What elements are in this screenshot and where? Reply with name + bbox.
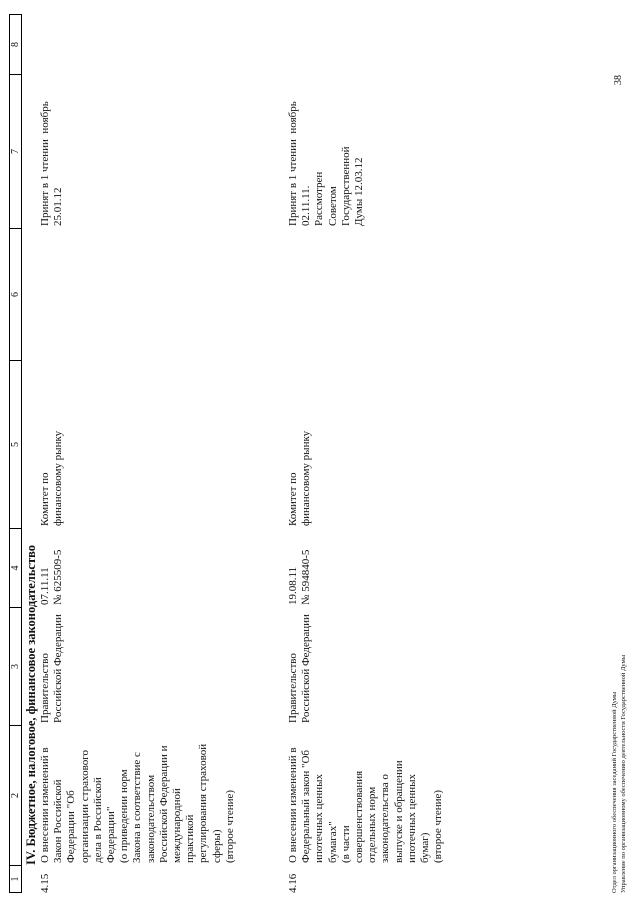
row-number: 4.16 (287, 873, 299, 893)
bill-title: О внесении изменений в Закон Российской Федерации "Об организации страхового дела в Российской Федерации" (о приведении норм Закона в соответствие с законодательством Российской Федерации и международной практикой регулирования страховой сферы) (второе чтение) (39, 743, 236, 863)
section-title: IV. Бюджетное, налоговое, финансовое законодательство (24, 544, 38, 865)
bill-initiator: Правительство Российской Федерации (39, 614, 65, 723)
column-number-3: 3 (9, 607, 22, 725)
column-number-8: 8 (9, 14, 22, 74)
page-footer (610, 655, 628, 893)
row-number: 4.15 (39, 873, 51, 893)
column-number-2: 2 (9, 725, 22, 865)
bill-registration: 19.08.11 № 594840-5 (287, 549, 313, 605)
bill-status: Принят в 1 чтении ноябрь 25.01.12 (39, 101, 65, 226)
column-number-5: 5 (9, 360, 22, 528)
page-number: 38 (613, 75, 624, 85)
bill-status: Принят в 1 чтении ноябрь 02.11.11. Рассмотрен Советом Государственной Думы 12.03.12 (287, 101, 366, 226)
bill-committee: Комитет по финансовому рынку (39, 430, 65, 526)
footer-directorate: Управление по организационному обеспечению деятельности Государственной Думы (620, 654, 627, 893)
bill-registration: 07.11.11 № 625509-5 (39, 549, 65, 605)
column-number-6: 6 (9, 228, 22, 360)
column-number-7: 7 (9, 74, 22, 228)
bill-committee: Комитет по финансовому рынку (287, 430, 313, 526)
footer-department: Отдел организационного обеспечения заседаний Государственной Думы (611, 691, 618, 893)
bill-initiator: Правительство Российской Федерации (287, 614, 313, 723)
column-number-4: 4 (9, 528, 22, 607)
column-number-1: 1 (9, 865, 22, 893)
bill-title: О внесении изменений в Федеральный закон "Об ипотечных ценных бумагах" (в части совершенствования отдельных норм законодательства о выпуске и обращении ипотечных ценных бумаг) (второе чтение) (287, 747, 445, 863)
